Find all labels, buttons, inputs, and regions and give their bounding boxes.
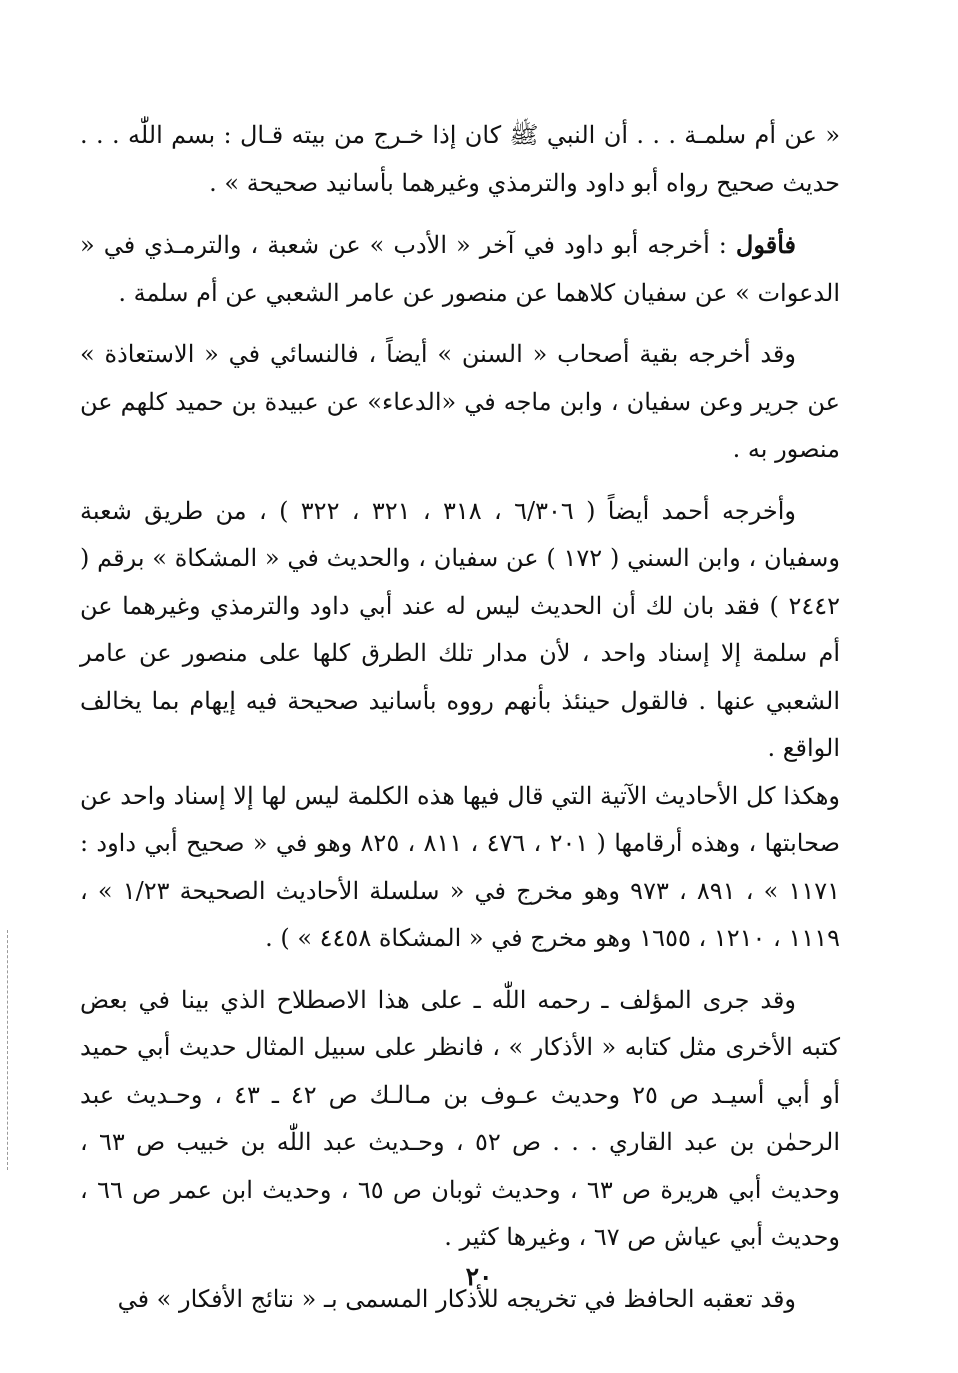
paragraph-author-convention bbox=[80, 977, 840, 1262]
paragraph-ahmad bbox=[80, 488, 840, 773]
paragraph-sunan bbox=[80, 331, 840, 474]
body-text bbox=[80, 112, 840, 1323]
margin-rule bbox=[7, 930, 8, 1170]
paragraph-text: : أخرجه أبو داود في آخر « الأدب » عن شعبة ، والترمـذي في « الدعوات » عن سفيان كلاهما عن منصور عن عامر الشعبي عن أم سلمة . bbox=[80, 231, 840, 307]
paragraph-response bbox=[80, 221, 840, 317]
paragraph-text: وقد تعقبه الحافظ في تخريجه للأذكار المسمى بـ « نتائج الأفكار » في bbox=[117, 1284, 796, 1313]
paragraph-quote bbox=[80, 112, 840, 207]
paragraph-text: وهكذا كل الأحاديث الآتية التي قال فيها هذه الكلمة ليس لها إلا إسناد واحد عن صحابتها ، وهذه أرقامها ( ٢٠١ ، ٤٧٦ ، ٨١١ ، ٨٢٥ وهو في « صحيح أبي داود : ١١٧١ » ، ٨٩١ ، ٩٧٣ وهو مخرج في « سلسلة الأحاديث الصحيحة ١/٢٣ » ، ١١١٩ ، ١٢١٠ ، ١٦٥٥ وهو مخرج في « المشكاة ٤٤٥٨ » ) . bbox=[80, 781, 840, 952]
paragraph-lead-word: فأقول bbox=[735, 230, 796, 259]
page-number: ٢٠ bbox=[465, 1262, 493, 1291]
paragraph-hadith-numbers bbox=[80, 773, 840, 963]
paragraph-text: « عن أم سلمـة . . . أن النبي ﷺ كان إذا خـرج من بيته قـال : بسم اللّٰه . . . حديث صحيح رواه أبو داود والترمذي وغيرهما بأسانيد صحيحة » . bbox=[80, 121, 840, 197]
paragraph-text: وقد أخرجه بقية أصحاب « السنن » أيضاً ، فالنسائي في « الاستعاذة » عن جرير وعن سفيان ، وابن ماجه في «الدعاء» عن عبيدة بن حميد كلهم عن منصور به . bbox=[80, 340, 840, 463]
paragraph-text: وأخرجه أحمد أيضاً ( ٦/٣٠٦ ، ٣١٨ ، ٣٢١ ، ٣٢٢ ) ، من طريق شعبة وسفيان ، وابن السني ( ١٧٢ ) عن سفيان ، والحديث في « المشكاة » برقم ( ٢٤٤٢ ) فقد بان لك أن الحديث ليس له عند أبي داود والترمذي وغيرهما عن أم سلمة إلا إسناد واحد ، لأن مدار تلك الطرق كلها على منصور عن عامر الشعبي عنها . فالقول حينئذ بأنهم رووه بأسانيد صحيحة فيه إيهام بما يخالف الواقع . bbox=[80, 496, 840, 762]
paragraph-text: وقد جرى المؤلف ـ رحمه اللّٰه ـ على هذا الاصطلاح الذي بينا في بعض كتبه الأخرى مثل كتابه « الأذكار » ، فانظر على سبيل المثال حديث أبي حميد أو أبي أسيـد ص ٢٥ وحديث عـوف بن مـالـك ص ٤٢ ـ ٤٣ ، وحـديث عبد الرحمٰن بن عبد القاري . . . ص ٥٢ ، وحـديث عبد اللّٰه بن خبيب ص ٦٣ ، وحديث أبي هريرة ص ٦٣ ، وحديث ثوبان ص ٦٥ ، وحديث ابن عمر ص ٦٦ ، وحديث أبي عياش ص ٦٧ ، وغيرها كثير . bbox=[80, 985, 841, 1251]
